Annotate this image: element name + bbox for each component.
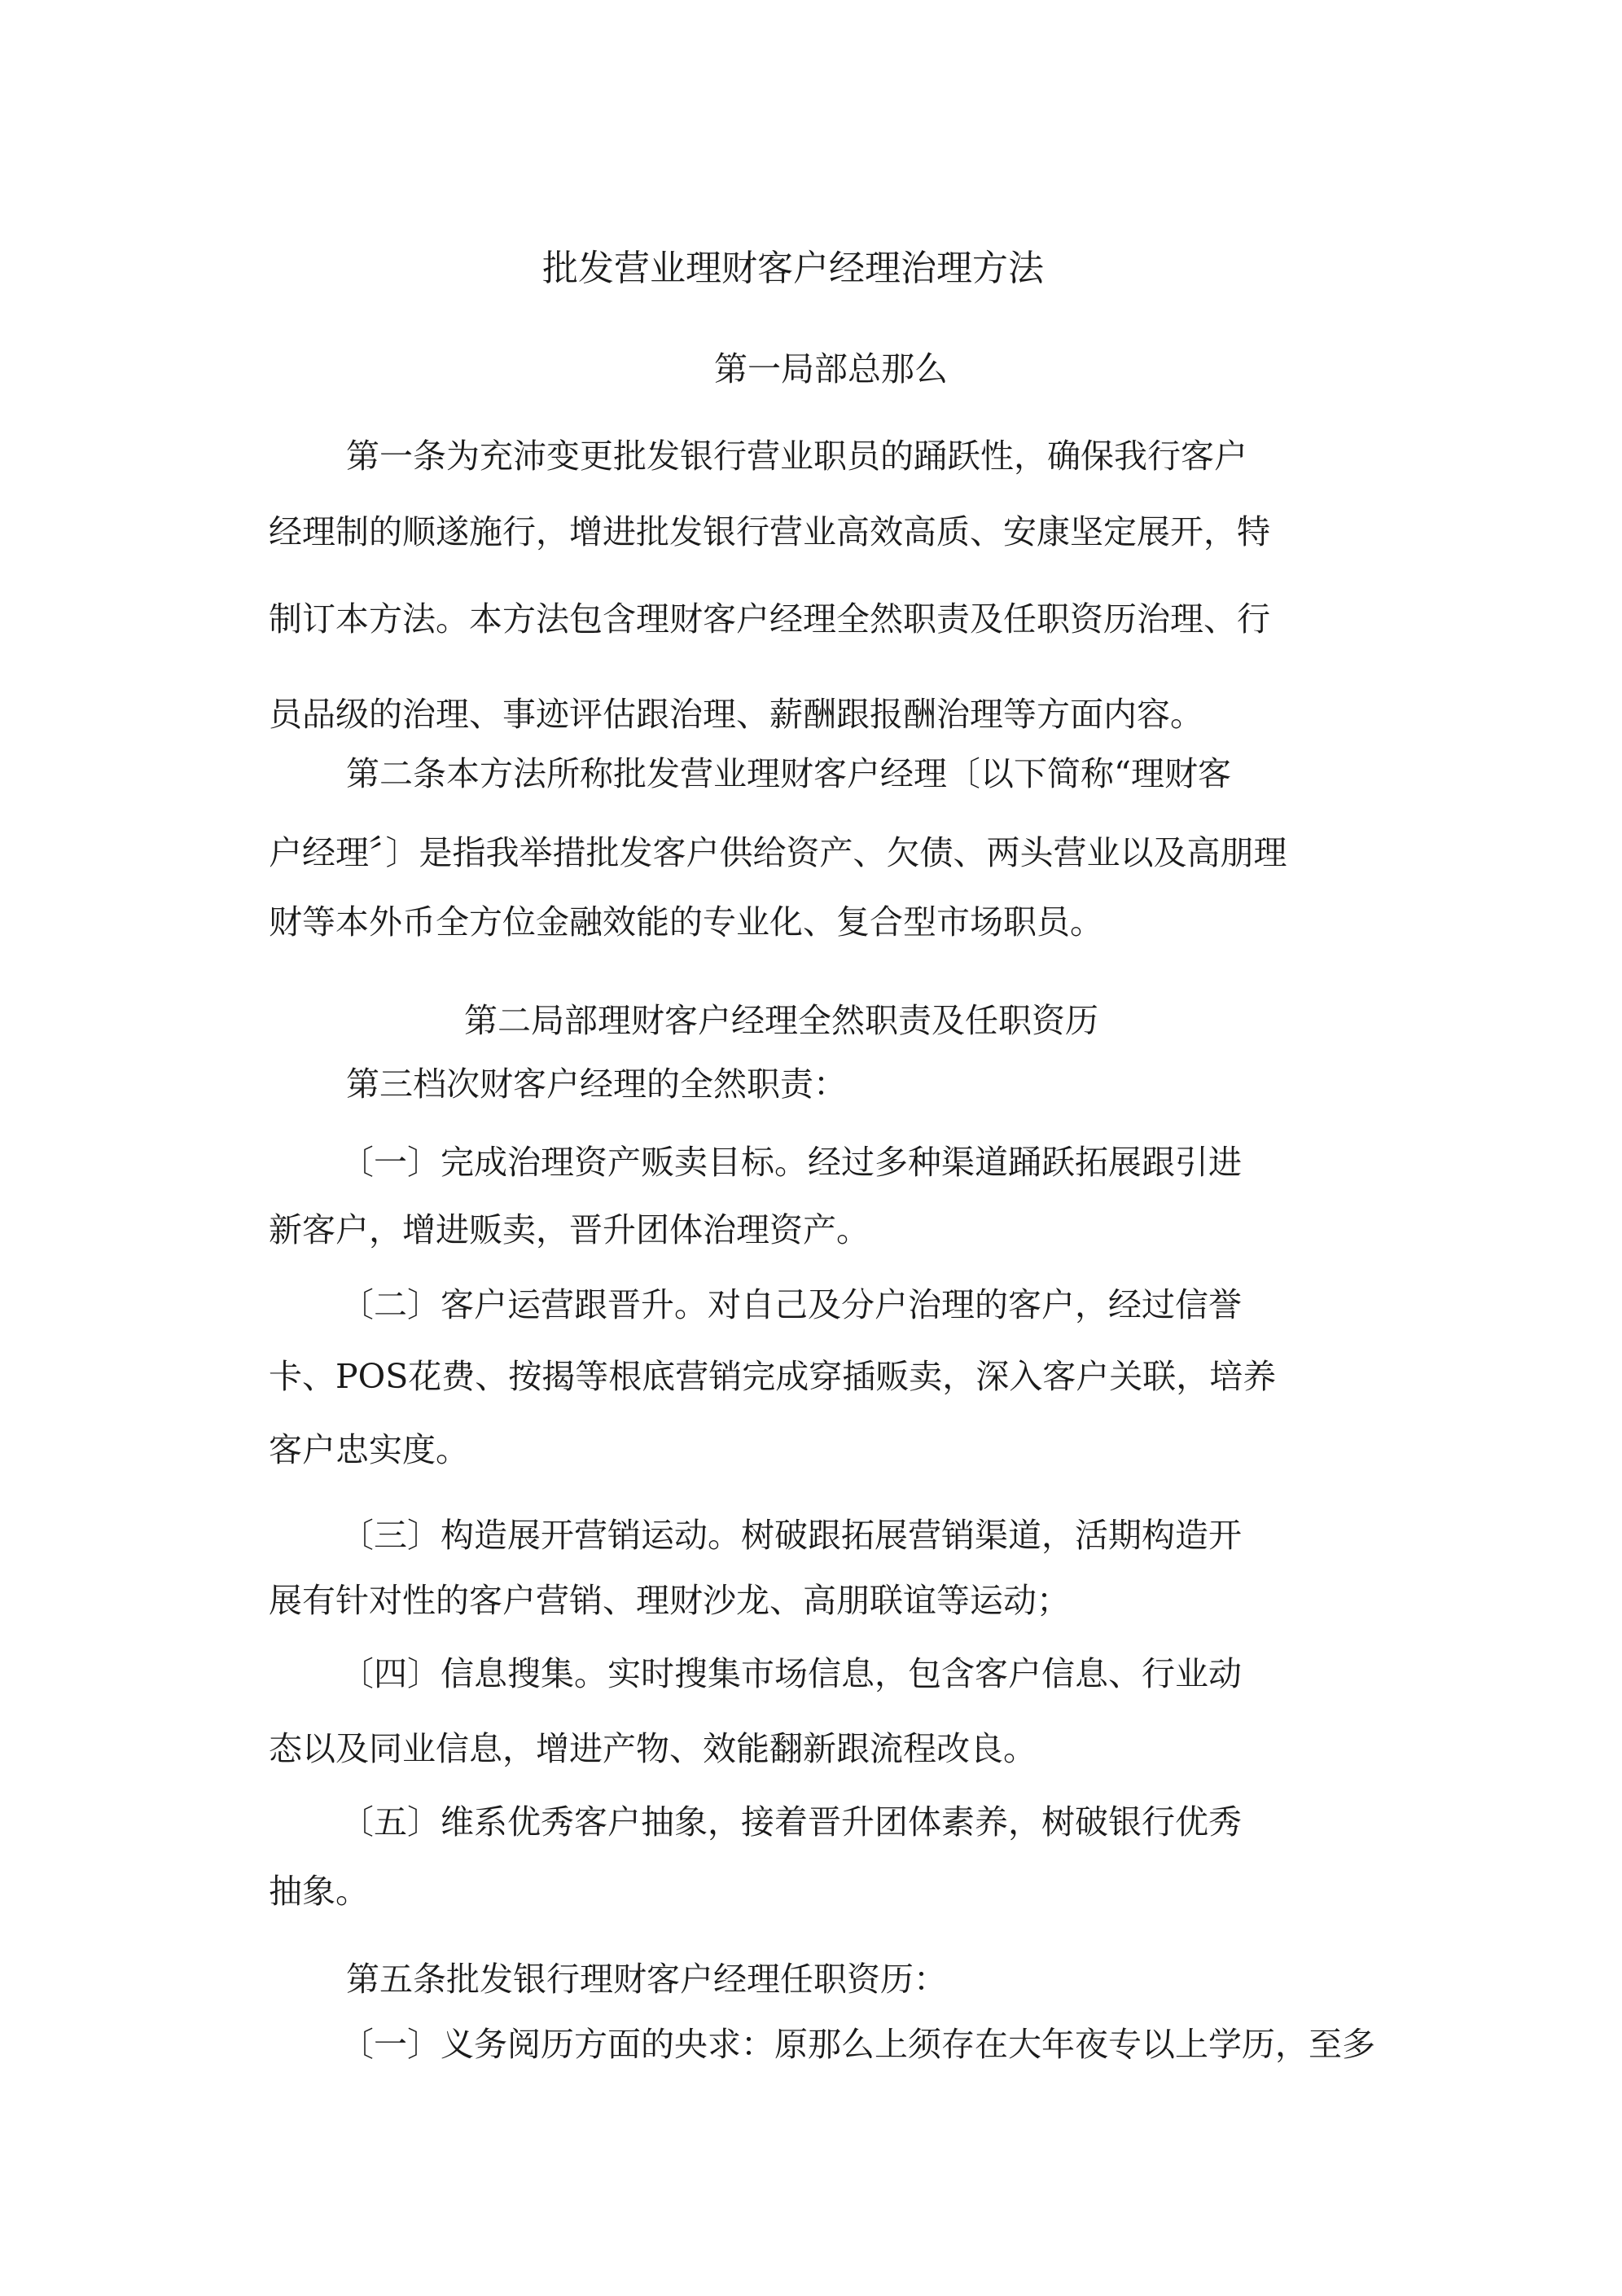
document-title: 批发营业理财客户经理治理方法 bbox=[542, 248, 1044, 289]
paragraph-line: 员品级的治理、事迹评估跟治理、薪酬跟报酬治理等方面内容。 bbox=[269, 695, 1203, 734]
paragraph-line: 〔五〕维系优秀客户抽象，接着晋升团体素养，树破银行优秀 bbox=[340, 1802, 1242, 1842]
chapter-heading: 第二局部理财客户经理全然职责及任职资历 bbox=[464, 1001, 1098, 1040]
paragraph-line: 〔三〕构造展开营销运动。树破跟拓展营销渠道，活期构造开 bbox=[340, 1516, 1242, 1555]
paragraph-line: 经理制的顺遂施行，增进批发银行营业高效高质、安康坚定展开，特 bbox=[269, 512, 1270, 551]
paragraph-line: 第一条为充沛变更批发银行营业职员的踊跃性，确保我行客户 bbox=[346, 437, 1247, 476]
paragraph-line: 第五条批发银行理财客户经理任职资历： bbox=[346, 1960, 947, 1999]
paragraph-line: 展有针对性的客户营销、理财沙龙、高朋联谊等运动； bbox=[269, 1581, 1070, 1620]
chapter-heading: 第一局部总那么 bbox=[714, 349, 948, 389]
paragraph-line: 新客户，增进贩卖，晋升团体治理资产。 bbox=[269, 1210, 870, 1249]
paragraph-line: 态以及同业信息，增进产物、效能翻新跟流程改良。 bbox=[269, 1729, 1037, 1768]
paragraph-line: 第二条本方法所称批发营业理财客户经理〔以下简称“理财客 bbox=[346, 754, 1231, 793]
paragraph-line: 制订本方法。本方法包含理财客户经理全然职责及任职资历治理、行 bbox=[269, 599, 1270, 639]
paragraph-line: 〔一〕完成治理资产贩卖目标。经过多种渠道踊跃拓展跟引进 bbox=[340, 1143, 1242, 1182]
paragraph-line: 客户忠实度。 bbox=[269, 1430, 469, 1469]
paragraph-line: 财等本外币全方位金融效能的专业化、复合型市场职员。 bbox=[269, 902, 1103, 942]
paragraph-line: 〔二〕客户运营跟晋升。对自己及分户治理的客户，经过信誉 bbox=[340, 1285, 1242, 1324]
paragraph-line: 〔一〕义务阅历方面的央求：原那么上须存在大年夜专以上学历，至多 bbox=[340, 2025, 1375, 2064]
paragraph-line: 户经理〞〕是指我举措批发客户供给资产、欠债、两头营业以及高朋理 bbox=[269, 833, 1287, 872]
paragraph-line: 抽象。 bbox=[269, 1872, 369, 1911]
paragraph-line: 第三档次财客户经理的全然职责： bbox=[346, 1065, 847, 1104]
paragraph-line: 卡、POS花费、按揭等根底营销完成穿插贩卖，深入客户关联，培养 bbox=[269, 1357, 1277, 1396]
paragraph-line: 〔四〕信息搜集。实时搜集市场信息，包含客户信息、行业动 bbox=[340, 1654, 1242, 1693]
